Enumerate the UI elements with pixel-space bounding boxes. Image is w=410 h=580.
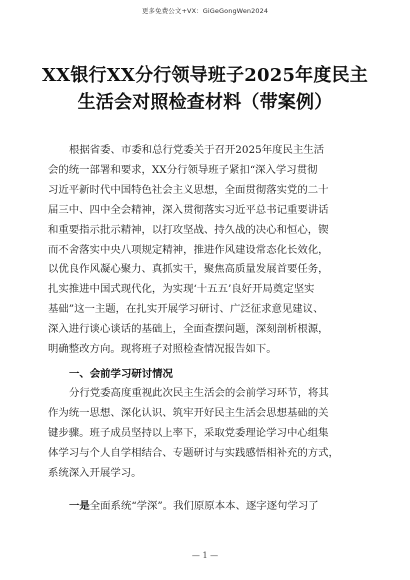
paragraph-line: 分行党委高度重视此次民主生活会的会前学习环节，将其 bbox=[69, 387, 329, 399]
document-title bbox=[26, 62, 384, 116]
paragraph-line: 和重要指示批示精神，以打攻坚战、持久战的决心和恒心，锲 bbox=[48, 223, 329, 236]
title-line-2: 生活会对照检查材料（带案例） bbox=[77, 92, 333, 113]
paragraph-line: 习近平新时代中国特色社会主义思想，全面贯彻落实党的二十 bbox=[48, 183, 329, 196]
paragraph-line: 而不舍落实中央八项规定精神，推进作风建设常态化长效化， bbox=[48, 243, 329, 256]
paragraph-line: 深入进行谈心谈话的基础上，全面查摆问题，深刻剖析根源， bbox=[48, 323, 329, 336]
paragraph-line: 扎实推进中国式现代化，为实现‘十五五’良好开局奠定坚实 bbox=[48, 283, 315, 296]
header-banner: 更多免费公文+VX：GiGeGongWen2024 bbox=[141, 7, 269, 15]
paragraph-line: 基础”这一主题，在扎实开展学习研讨、广泛征求意见建议、 bbox=[48, 303, 324, 316]
section-heading: 一、会前学习研讨情况 bbox=[69, 368, 173, 380]
paragraph-line: 体学习与个人自学相结合、专题研讨与实践感悟相补充的方式， bbox=[48, 446, 339, 459]
page-number: — 1 — bbox=[191, 551, 219, 560]
study-paragraph bbox=[48, 384, 362, 484]
paragraph-line: 届三中、四中全会精神，深入贯彻落实习近平总书记重要讲话 bbox=[48, 203, 329, 216]
paragraph-line: 键步骤。班子成员坚持以上率下，采取党委理论学习中心组集 bbox=[48, 426, 329, 439]
point-text: 全面系统“学深”。我们原原本本、逐字逐句学习了 bbox=[89, 500, 319, 512]
paragraph-line: 作为统一思想、深化认识、筑牢开好民主生活会思想基础的关 bbox=[48, 406, 329, 419]
paragraph-line bbox=[48, 497, 362, 517]
point-lead: 一是 bbox=[69, 500, 90, 512]
paragraph-line: 以优良作风凝心聚力、真抓实干，聚焦高质量发展首要任务， bbox=[48, 263, 329, 276]
paragraph-line: 会的统一部署和要求，XX分行领导班子紧扣“深入学习贯彻 bbox=[48, 163, 318, 176]
title-line-1: XX银行XX分行领导班子2025年度民主 bbox=[42, 65, 368, 86]
paragraph-line: 系统深入开展学习。 bbox=[48, 466, 142, 479]
point-paragraph bbox=[48, 497, 362, 517]
intro-paragraph bbox=[48, 141, 362, 360]
paragraph-line: 明确整改方向。现将班子对照检查情况报告如下。 bbox=[48, 343, 277, 356]
paragraph-line: 根据省委、市委和总行党委关于召开2025年度民主生活 bbox=[69, 144, 325, 156]
